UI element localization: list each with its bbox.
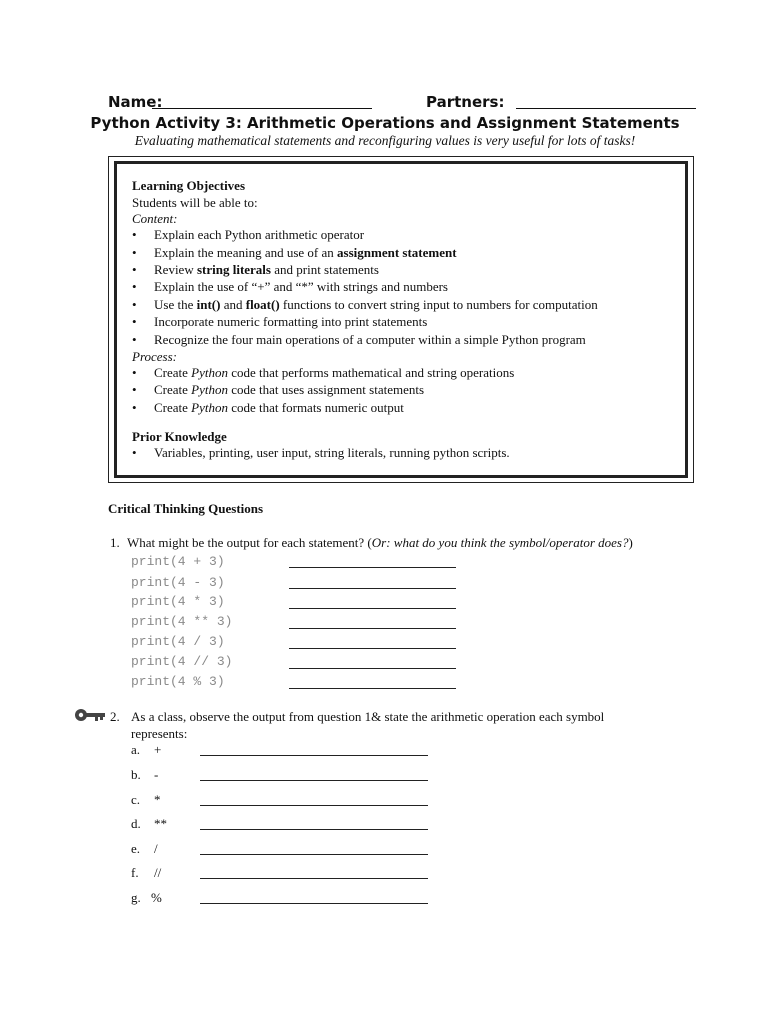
- answer-blank[interactable]: [200, 755, 428, 756]
- item-symbol: +: [154, 742, 162, 757]
- item-symbol: *: [154, 792, 161, 807]
- content-label: Content:: [132, 211, 178, 226]
- bullet: •: [132, 382, 137, 397]
- answer-blank[interactable]: [289, 588, 456, 589]
- objectives-heading: Learning Objectives: [132, 178, 246, 193]
- bullet: •: [132, 445, 137, 460]
- item-symbol: **: [154, 816, 167, 831]
- q1-number: 1.: [110, 535, 120, 550]
- item-symbol: //: [154, 865, 162, 880]
- list-item: Use the int() and float() functions to convert string input to numbers for computation: [154, 297, 598, 312]
- page-subtitle: Evaluating mathematical statements and reconfiguring values is very useful for lots of tasks!: [134, 133, 636, 148]
- answer-blank[interactable]: [200, 854, 428, 855]
- key-icon: [74, 706, 106, 724]
- answer-blank[interactable]: [200, 878, 428, 879]
- bullet: •: [132, 400, 137, 415]
- prior-knowledge-heading: Prior Knowledge: [132, 429, 227, 444]
- page-title: Python Activity 3: Arithmetic Operations and Assignment Statements: [90, 114, 680, 132]
- partners-label: Partners:: [426, 93, 505, 111]
- list-item: Incorporate numeric formatting into print statements: [154, 314, 428, 329]
- code-line: print(4 + 3): [131, 554, 225, 569]
- answer-blank[interactable]: [289, 608, 456, 609]
- list-item: Variables, printing, user input, string literals, running python scripts.: [154, 445, 510, 460]
- item-symbol: %: [151, 890, 162, 905]
- critical-thinking-heading: Critical Thinking Questions: [108, 501, 264, 516]
- list-item: Review string literals and print statements: [154, 262, 379, 277]
- item-letter: g.: [131, 890, 141, 905]
- answer-blank[interactable]: [289, 648, 456, 649]
- name-label: Name:: [108, 93, 163, 111]
- answer-blank[interactable]: [289, 628, 456, 629]
- item-letter: b.: [131, 767, 141, 782]
- code-line: print(4 - 3): [131, 575, 225, 590]
- answer-blank[interactable]: [200, 829, 428, 830]
- code-line: print(4 % 3): [131, 674, 225, 689]
- bullet: •: [132, 227, 137, 242]
- answer-blank[interactable]: [200, 780, 428, 781]
- q1-prompt: What might be the output for each statement? (Or: what do you think the symbol/operator does?): [127, 535, 633, 550]
- objectives-intro: Students will be able to:: [132, 195, 258, 210]
- name-blank[interactable]: [152, 108, 372, 109]
- list-item: Create Python code that uses assignment statements: [154, 382, 425, 397]
- item-letter: f.: [131, 865, 139, 880]
- item-letter: c.: [131, 792, 141, 807]
- answer-blank[interactable]: [200, 805, 428, 806]
- bullet: •: [132, 314, 137, 329]
- list-item: Recognize the four main operations of a computer within a simple Python program: [154, 332, 586, 347]
- answer-blank[interactable]: [200, 903, 428, 904]
- list-item: Create Python code that formats numeric output: [154, 400, 404, 415]
- list-item: Explain the meaning and use of an assignment statement: [154, 245, 457, 260]
- code-line: print(4 / 3): [131, 634, 225, 649]
- q2-number: 2.: [110, 709, 120, 724]
- item-letter: d.: [131, 816, 141, 831]
- list-item: Explain the use of “+” and “*” with strings and numbers: [154, 279, 448, 294]
- answer-blank[interactable]: [289, 668, 456, 669]
- process-label: Process:: [132, 349, 178, 364]
- bullet: •: [132, 245, 137, 260]
- answer-blank[interactable]: [289, 688, 456, 689]
- bullet: •: [132, 262, 137, 277]
- item-symbol: -: [154, 767, 159, 782]
- bullet: •: [132, 365, 137, 380]
- q2-prompt-line2: represents:: [131, 726, 188, 741]
- item-letter: a.: [131, 742, 141, 757]
- list-item: Explain each Python arithmetic operator: [154, 227, 365, 242]
- bullet: •: [132, 279, 137, 294]
- partners-blank[interactable]: [516, 108, 696, 109]
- q2-prompt-line1: As a class, observe the output from question 1& state the arithmetic operation each symbol: [131, 709, 605, 724]
- bullet: •: [132, 297, 137, 312]
- code-line: print(4 ** 3): [131, 614, 233, 629]
- bullet: •: [132, 332, 137, 347]
- code-line: print(4 // 3): [131, 654, 233, 669]
- code-line: print(4 * 3): [131, 594, 225, 609]
- item-letter: e.: [131, 841, 141, 856]
- answer-blank[interactable]: [289, 567, 456, 568]
- list-item: Create Python code that performs mathematical and string operations: [154, 365, 515, 380]
- item-symbol: /: [154, 841, 158, 856]
